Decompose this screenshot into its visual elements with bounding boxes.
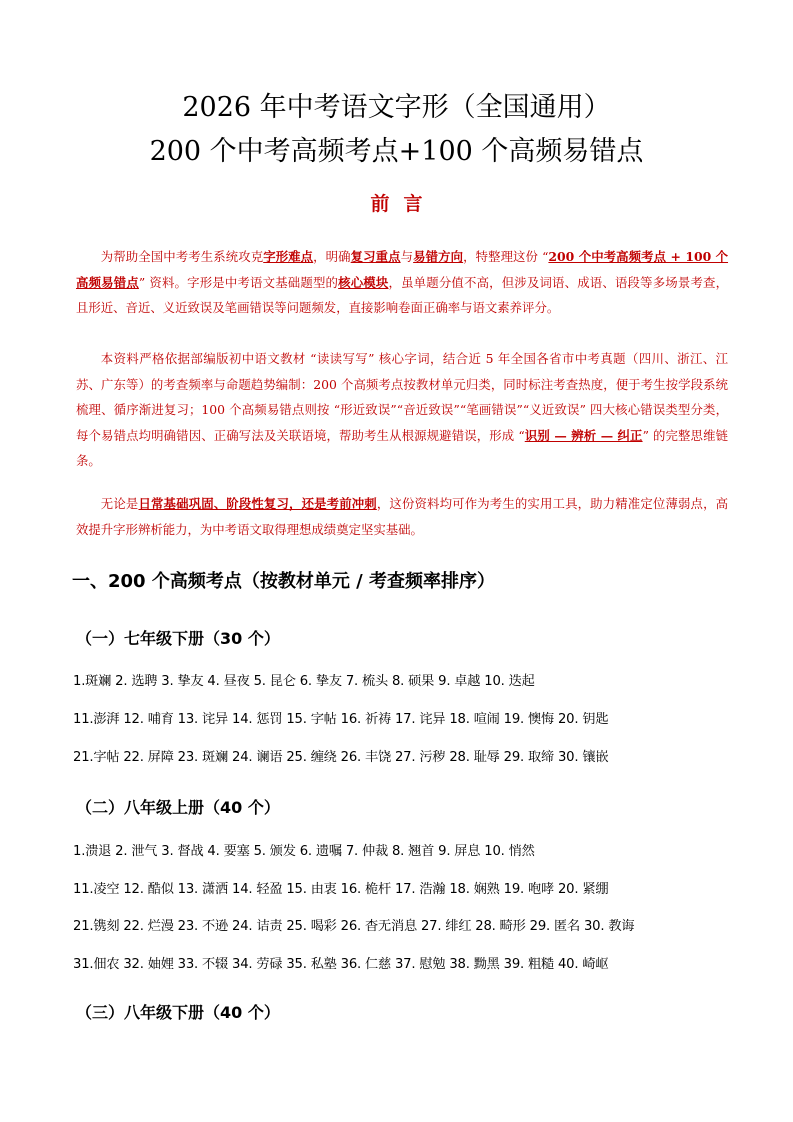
emphasized-text: 易错方向 — [413, 249, 464, 264]
text-run: 本资料严格依据部编版初中语文教材 “读读写写” 核心字词，结合近 5 年全国各省市中考真题（四川、浙江、江苏、广东等）的考查频率与命题趋势编制：200 个高频考点按教材单元归类，同时标注考查热度，便于考生按学段系统梳理、循序渐进复习；100 个高频易错点则按 “形近致误”“音近致误”“笔画错误”“义近致误” 四大核心错误类型分类，每个易错点均明确错因、正确写法及关联语境，帮助考生从根源规避错误，形成 “ — [76, 351, 728, 443]
word-list-row: 31.佃农 32. 妯娌 33. 不辍 34. 劳碌 35. 私塾 36. 仁慈 37. 慰勉 38. 黝黑 39. 粗糙 40. 崎岖 — [73, 957, 609, 972]
text-run: 无论是 — [100, 496, 139, 511]
section-heading: 一、200 个高频考点（按教材单元 / 考查频率排序） — [72, 571, 495, 592]
subsection-heading-grade8-2: （三）八年级下册（40 个） — [76, 1003, 280, 1022]
word-list-row: 1.斑斓 2. 选聘 3. 挚友 4. 昼夜 5. 昆仑 6. 挚友 7. 梳头 8. 硕果 9. 卓越 10. 迭起 — [73, 674, 535, 689]
preface-paragraph-2 — [76, 346, 728, 474]
word-list-row: 11.澎湃 12. 哺育 13. 诧异 14. 惩罚 15. 字帖 16. 祈祷 17. 诧异 18. 喧闹 19. 懊悔 20. 钥匙 — [73, 712, 609, 727]
text-run: 与 — [400, 249, 414, 264]
emphasized-text: 字形难点 — [263, 249, 314, 264]
emphasized-text: 识别 — 辨析 — 纠正 — [524, 427, 643, 443]
preface-paragraph-3 — [76, 491, 728, 542]
word-list-row: 21.字帖 22. 屏障 23. 斑斓 24. 谰语 25. 缠绕 26. 丰饶 27. 污秽 28. 耻辱 29. 取缔 30. 镶嵌 — [73, 750, 609, 765]
text-run: ” 资料。字形是中考语文基础题型的 — [138, 274, 339, 290]
document-title-line2: 200 个中考高频考点+100 个高频易错点 — [149, 136, 644, 167]
preface-paragraph-1 — [76, 244, 728, 321]
word-list-row: 21.镌刻 22. 烂漫 23. 不逊 24. 诘责 25. 喝彩 26. 杳无消息 27. 绯红 28. 畸形 29. 匿名 30. 教诲 — [73, 919, 635, 934]
text-run: ” 的完整思维链条。 — [76, 427, 728, 468]
subsection-heading-grade8-1: （二）八年级上册（40 个） — [76, 798, 280, 817]
emphasized-text: 复习重点 — [350, 249, 401, 264]
emphasized-text: 200 个中考高频考点 + 100 个高频易错点 — [76, 249, 729, 290]
emphasized-text: 日常基础巩固、阶段性复习，还是考前冲刺 — [138, 496, 377, 511]
word-list-row: 11.凌空 12. 酷似 13. 潇洒 14. 轻盈 15. 由衷 16. 桅杆 17. 浩瀚 18. 娴熟 19. 咆哮 20. 紧绷 — [73, 882, 609, 897]
document-title-line1: 2026 年中考语文字形（全国通用） — [182, 92, 611, 123]
emphasized-text: 核心模块 — [338, 274, 389, 290]
text-run: ，这份资料均可作为考生的实用工具，助力精准定位薄弱点，高效提升字形辨析能力，为中考语文取得理想成绩奠定坚实基础。 — [76, 496, 729, 537]
text-run: ，明确 — [313, 249, 351, 264]
preface-heading: 前言 — [370, 193, 437, 215]
subsection-heading-grade7-2: （一）七年级下册（30 个） — [76, 629, 280, 648]
word-list-row: 1.溃退 2. 泄气 3. 督战 4. 要塞 5. 颁发 6. 遗嘱 7. 仲裁 8. 翘首 9. 屏息 10. 悄然 — [73, 844, 535, 859]
text-run: 为帮助全国中考考生系统攻克 — [100, 249, 264, 264]
text-run: ，特整理这份 “ — [463, 249, 549, 264]
text-run: ，虽单题分值不高，但涉及词语、成语、语段等多场景考查，且形近、音近、义近致误及笔画错误等问题频发，直接影响卷面正确率与语文素养评分。 — [76, 274, 729, 315]
